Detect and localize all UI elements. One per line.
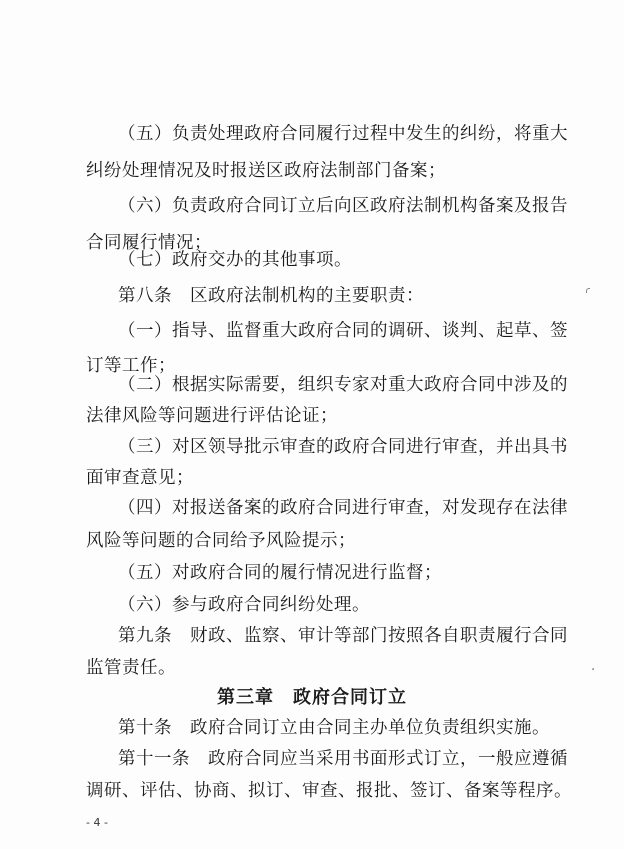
text-line: （七）政府交办的其他事项。: [118, 250, 352, 270]
text-line: 订等工作；: [86, 356, 176, 376]
text-line: （五）对政府合同的履行情况进行监督；: [118, 563, 442, 583]
text-line: （六）参与政府合同纠纷处理。: [118, 595, 370, 615]
page-number: - 4 -: [86, 816, 108, 829]
text-line: （二）根据实际需要，组织专家对重大政府合同中涉及的: [118, 375, 568, 395]
text-line: 纠纷处理情况及时报送区政府法制部门备案；: [86, 161, 446, 181]
text-line: 面审查意见；: [86, 468, 194, 488]
text-line: 合同履行情况；: [86, 233, 212, 253]
text-line: 调研、评估、协商、拟订、审查、报批、签订、备案等程序。: [86, 781, 572, 801]
text-line: （五）负责处理政府合同履行过程中发生的纠纷，将重大: [118, 124, 568, 144]
text-line: （四）对报送备案的政府合同进行审查，对发现存在法律: [118, 498, 568, 518]
text-line: 法律风险等问题进行评估论证；: [86, 406, 338, 426]
text-line: （六）负责政府合同订立后向区政府法制机构备案及报告: [118, 196, 568, 216]
scan-mark: [592, 668, 594, 670]
text-line: （三）对区领导批示审查的政府合同进行审查，并出具书: [118, 437, 568, 457]
section-article-10: 第十条 政府合同订立由合同主办单位负责组织实施。: [118, 718, 550, 738]
text-line: 监管责任。: [86, 658, 176, 678]
text-line: 风险等问题的合同给予风险提示；: [86, 531, 356, 551]
section-article-9: 第九条 财政、监察、审计等部门按照各自职责履行合同: [118, 626, 568, 646]
text-line: （一）指导、监督重大政府合同的调研、谈判、起草、签: [118, 321, 568, 341]
chapter-heading: 第三章 政府合同订立: [217, 687, 407, 708]
section-article-11: 第十一条 政府合同应当采用书面形式订立，一般应遵循: [118, 749, 568, 769]
scan-mark: [586, 288, 590, 293]
section-article-8: 第八条 区政府法制机构的主要职责：: [118, 286, 424, 306]
